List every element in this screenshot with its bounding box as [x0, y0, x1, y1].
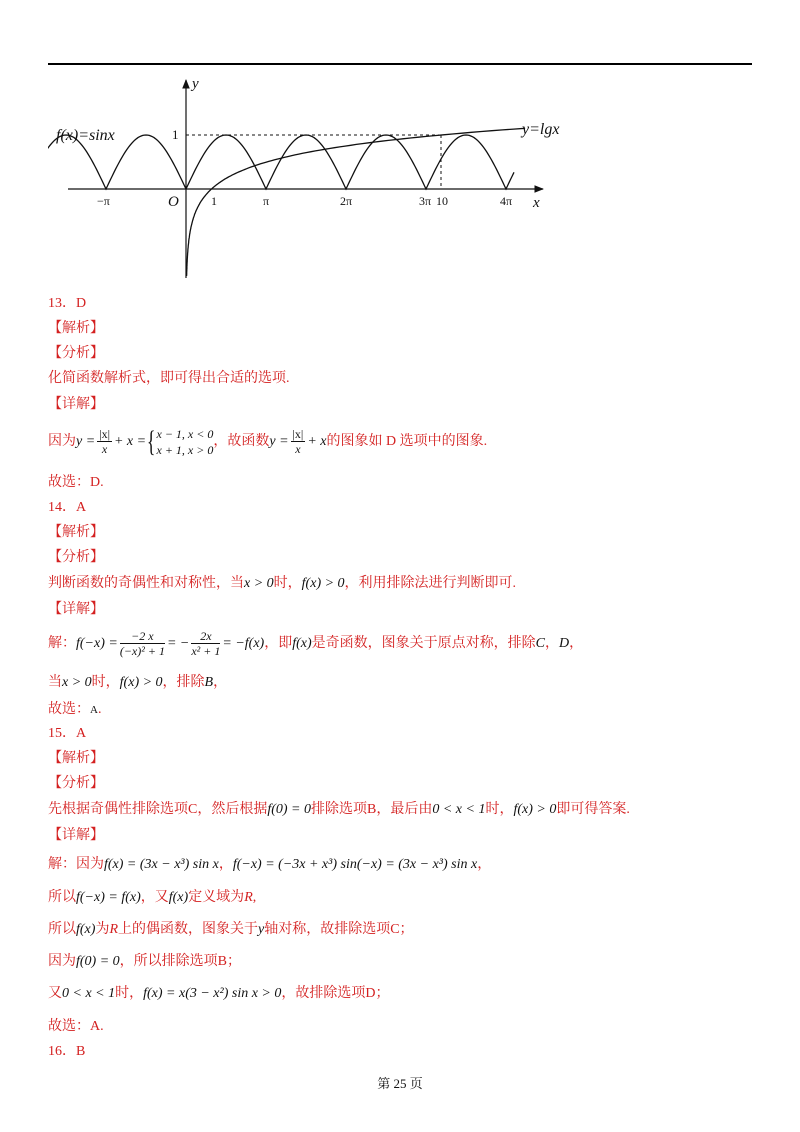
- formula: f(0) = 0: [267, 802, 312, 817]
- formula: f(x) > 0: [513, 802, 557, 817]
- formula: $\frac{|x|}{x}$: [99, 427, 110, 457]
- formula: f(−x) = (−3x + x³) sin(−x) = (3x − x³) sin x: [232, 857, 478, 872]
- formula: f(−x) =: [76, 636, 118, 651]
- text: 的图象如 D 选项中的图象.: [326, 434, 488, 449]
- q15-fenxi: 【分析】: [48, 776, 104, 791]
- formula: f(x): [168, 890, 189, 905]
- tick-ten: 10: [436, 194, 448, 208]
- formula: C: [535, 636, 545, 651]
- q14-fenxi-line: [48, 575, 516, 593]
- q15-line1: [48, 856, 491, 874]
- tick-3pi: 3π: [419, 194, 432, 208]
- y-axis-label: y: [192, 76, 199, 92]
- formula: y =: [269, 434, 289, 449]
- formula: 0 < x < 1: [62, 986, 116, 1001]
- text: ，又: [140, 890, 169, 905]
- top-rule: [48, 63, 752, 65]
- page-footer: 第 25 页: [377, 1076, 423, 1091]
- formula: y: [258, 922, 265, 937]
- q13-line1: [48, 422, 487, 462]
- text: 判断函数的奇偶性和对称性，当: [48, 576, 244, 591]
- formula: D: [559, 636, 570, 651]
- formula: f(x): [292, 636, 312, 651]
- text: ，故排除选项D；: [281, 986, 390, 1001]
- q14-line1: [48, 626, 583, 662]
- formula: f(−x) = f(x): [76, 890, 141, 905]
- q13-fenxi-text: 化简函数解析式，即可得出合适的选项.: [48, 371, 290, 386]
- text: 是奇函数，图象关于原点对称，排除: [311, 636, 536, 651]
- text: ，: [545, 636, 559, 651]
- sin-lg-graph: [48, 70, 568, 285]
- text: .: [97, 702, 102, 717]
- text: 时，: [273, 576, 302, 591]
- tick-one: 1: [211, 194, 217, 208]
- formula: = −: [166, 636, 190, 651]
- text: ，: [218, 857, 233, 872]
- formula: f(x) > 0: [119, 675, 163, 690]
- formula: y =: [76, 434, 96, 449]
- origin-label: O: [168, 194, 179, 210]
- option-letter: A: [90, 704, 98, 716]
- tick-2pi: 2π: [340, 194, 353, 208]
- text: 故选：: [48, 702, 90, 717]
- text: 解：: [48, 636, 76, 651]
- q13-fenxi: 【分析】: [48, 346, 104, 361]
- tick-neg-pi: −π: [97, 194, 110, 208]
- text: 所以: [48, 922, 76, 937]
- formula: 0 < x < 1: [432, 802, 486, 817]
- q16-answer: 16．B: [48, 1044, 86, 1059]
- text: 轴对称，故排除选项C；: [264, 922, 414, 937]
- formula: + x: [307, 434, 327, 449]
- q15-line3: [48, 921, 414, 939]
- q14-conclusion: [48, 701, 101, 719]
- text: 解：因为: [48, 857, 104, 872]
- text: ，: [569, 636, 584, 651]
- text: 当: [48, 675, 62, 690]
- text: 上的偶函数，图象关于: [118, 922, 258, 937]
- text: ，即: [264, 636, 293, 651]
- formula: x > 0: [244, 576, 274, 591]
- q14-line2: [48, 674, 227, 692]
- q14-fenxi: 【分析】: [48, 550, 104, 565]
- formula: f(x) = x(3 − x²) sin x > 0: [143, 986, 282, 1001]
- text: ，: [477, 857, 492, 872]
- q15-conclusion: 故选：A.: [48, 1019, 104, 1034]
- formula: B: [204, 675, 214, 690]
- formula: $\frac{-2 x}{\text{(−x)² + 1}}$: [119, 629, 165, 659]
- text: ，所以排除选项B；: [119, 954, 242, 969]
- q14-answer: 14．A: [48, 500, 87, 515]
- text: 时，: [485, 802, 514, 817]
- text: 即可得答案.: [556, 802, 630, 817]
- text: R: [244, 890, 253, 905]
- formula: $\frac{|x|}{x}$: [292, 427, 304, 457]
- text: 先根据奇偶性排除选项C，然后根据: [48, 802, 268, 817]
- q13-answer: 13．D: [48, 296, 87, 311]
- formula: f(x) = (3x − x³) sin x: [104, 857, 219, 872]
- abs-sin-curve: [48, 135, 514, 189]
- y-one-label: 1: [172, 127, 179, 142]
- q15-jiexi: 【解析】: [48, 751, 104, 766]
- q15-answer: 15．A: [48, 726, 87, 741]
- formula: f(0) = 0: [76, 954, 120, 969]
- text: ，排除: [162, 675, 205, 690]
- q15-xiangjie: 【详解】: [48, 828, 104, 843]
- g-label: y=lgx: [522, 121, 560, 138]
- formula: x > 0: [62, 675, 92, 690]
- formula: $\frac{2x}{\text{x² + 1}}$: [191, 629, 221, 659]
- text: 因为: [48, 434, 76, 449]
- formula: f(x) > 0: [301, 576, 345, 591]
- f-label: f(x)=sinx: [56, 127, 115, 144]
- q14-jiexi: 【解析】: [48, 525, 104, 540]
- text: 时，: [91, 675, 120, 690]
- q15-line2: [48, 889, 256, 907]
- text: 为: [95, 922, 110, 937]
- tick-pi: π: [263, 194, 270, 208]
- tick-4pi: 4π: [500, 194, 513, 208]
- formula: f(x): [76, 922, 96, 937]
- text: ，利用排除法进行判断即可.: [344, 576, 517, 591]
- q13-jiexi: 【解析】: [48, 321, 104, 336]
- formula: = −f(x): [222, 636, 265, 651]
- formula: x − 1, x < 0 x + 1, x > 0: [156, 426, 214, 457]
- text: ，故函数: [213, 434, 270, 449]
- text: ,: [252, 890, 257, 905]
- q13-conclusion: 故选：D.: [48, 475, 104, 490]
- q13-xiangjie: 【详解】: [48, 397, 104, 412]
- lg-curve: [187, 128, 525, 276]
- formula: {: [146, 424, 156, 458]
- text: 所以: [48, 890, 76, 905]
- q15-line4: [48, 953, 241, 971]
- text: 定义域为: [188, 890, 245, 905]
- q14-xiangjie: 【详解】: [48, 602, 104, 617]
- q15-line5: [48, 985, 390, 1003]
- text: 时，: [115, 986, 144, 1001]
- text: 排除选项B，最后由: [311, 802, 433, 817]
- q15-fenxi-line: [48, 801, 630, 819]
- text: 因为: [48, 954, 76, 969]
- text: 又: [48, 986, 62, 1001]
- text: ，: [213, 675, 228, 690]
- text: R: [109, 922, 118, 937]
- formula: + x =: [113, 434, 147, 449]
- x-axis-label: x: [533, 195, 540, 211]
